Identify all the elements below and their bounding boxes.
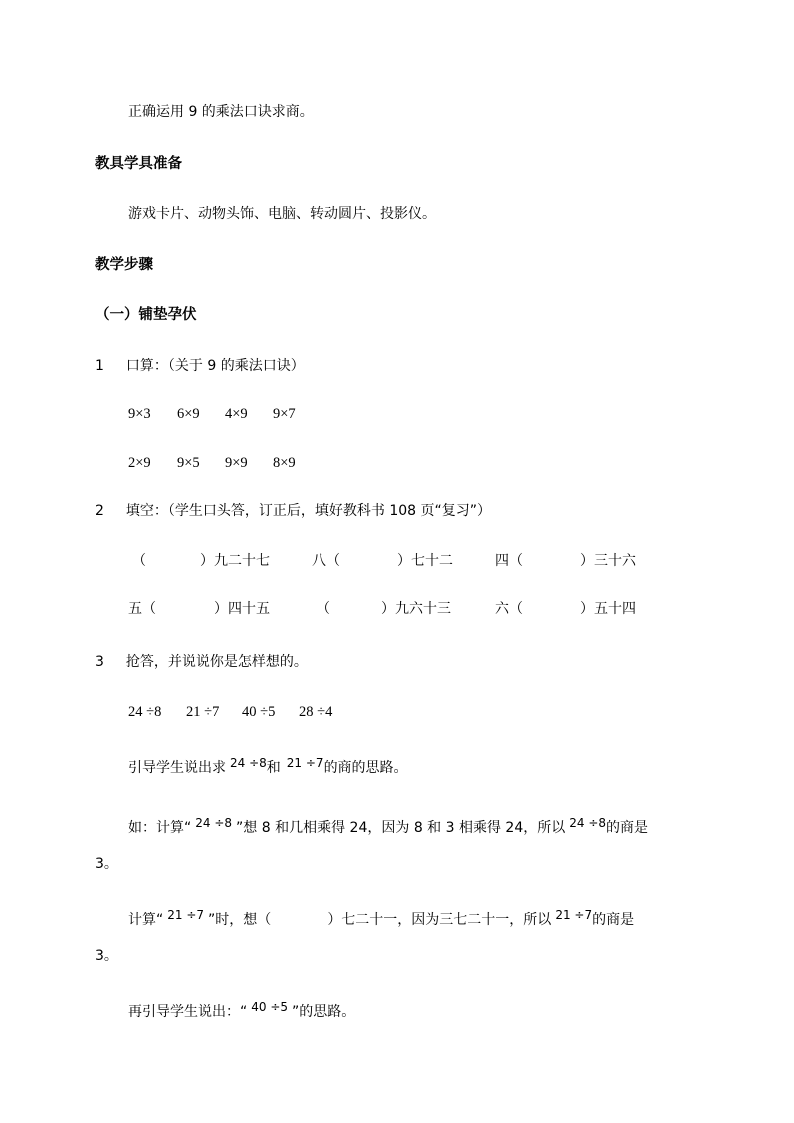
example-text: ”想 8 和几相乘得 24，因为 8 和 3 相乘得 24，所以 (236, 820, 566, 836)
fill-blank-close: ）九六十三 (381, 601, 451, 617)
item-2-text: 填空：（学生口头答，订正后，填好教科书 108 页“复习”） (125, 503, 492, 519)
fill-blank-close: ）五十四 (580, 601, 636, 617)
mental-math-row-1 (0, 404, 794, 424)
fill-blank-close: ）七十二 (397, 553, 453, 569)
fill-blank-open: （ (316, 601, 330, 617)
division-expr: 40 ÷5 (242, 704, 276, 720)
example-text: ）七二十一，因为三七二十一，所以 (327, 912, 552, 928)
inline-expr: 21 ÷7 (286, 756, 324, 770)
guide-line (128, 758, 408, 778)
tools-content: 游戏卡片、动物头饰、电脑、转动圆片、投影仪。 (128, 206, 436, 222)
further-line (128, 1002, 355, 1022)
intro-line: 正确运用 9 的乘法口诀求商。 (128, 104, 314, 120)
mental-math-expr: 8×9 (273, 455, 296, 471)
fill-blank-open: 六（ (495, 601, 523, 617)
mental-math-expr: 2×9 (128, 455, 151, 471)
example-2-wrap: 3。 (95, 948, 118, 964)
inline-expr: 24 ÷8 (230, 756, 267, 770)
example-text: ”时，想（ (208, 912, 272, 928)
inline-expr: 21 ÷7 (555, 908, 593, 922)
guide-text: 的商的思路。 (323, 760, 408, 776)
further-text: 再引导学生说出：“ (128, 1004, 248, 1020)
mental-math-expr: 9×3 (128, 406, 151, 422)
inline-expr: 21 ÷7 (167, 908, 205, 922)
item-2-number: 2 (95, 503, 104, 519)
fill-blank-close: ）三十六 (580, 553, 636, 569)
subsection-title: （一）铺垫孕伏 (95, 307, 197, 323)
item-3-text: 抢答，并说说你是怎样想的。 (125, 654, 308, 670)
inline-expr: 24 ÷8 (195, 816, 233, 830)
fill-blank-close: ）四十五 (214, 601, 270, 617)
mental-math-expr: 4×9 (225, 406, 248, 422)
division-expr: 28 ÷4 (299, 704, 333, 720)
item-3-number: 3 (95, 654, 104, 670)
fill-blank-open: （ (132, 553, 146, 569)
further-text: ”的思路。 (292, 1004, 356, 1020)
division-row (0, 702, 794, 722)
example-text: 的商是 (592, 912, 635, 928)
inline-expr: 40 ÷5 (251, 1000, 289, 1014)
example-text: 计算“ (128, 912, 164, 928)
fill-blank-close: ）九二十七 (200, 553, 270, 569)
mental-math-row-2 (0, 453, 794, 473)
item-1 (95, 356, 305, 376)
mental-math-expr: 6×9 (177, 406, 200, 422)
fill-blank-row-1 (0, 551, 794, 571)
example-1-wrap: 3。 (95, 856, 118, 872)
item-3 (95, 652, 308, 672)
section-title-steps: 教学步骤 (95, 257, 153, 273)
item-2 (95, 501, 491, 521)
item-1-number: 1 (95, 358, 104, 374)
guide-text: 和 (266, 760, 281, 776)
fill-blank-row-2 (0, 599, 794, 619)
example-text: 的商是 (606, 820, 649, 836)
mental-math-expr: 9×7 (273, 406, 296, 422)
fill-blank-open: 五（ (128, 601, 156, 617)
guide-text: 引导学生说出求 (128, 760, 226, 776)
fill-blank-open: 四（ (495, 553, 523, 569)
mental-math-expr: 9×9 (225, 455, 248, 471)
division-expr: 24 ÷8 (128, 704, 162, 720)
mental-math-expr: 9×5 (177, 455, 200, 471)
division-expr: 21 ÷7 (186, 704, 220, 720)
inline-expr: 24 ÷8 (569, 816, 607, 830)
example-2-line (128, 910, 634, 930)
fill-blank-open: 八（ (312, 553, 340, 569)
example-1-line (128, 818, 648, 838)
item-1-text: 口算：（关于 9 的乘法口诀） (125, 358, 305, 374)
section-title-tools: 教具学具准备 (95, 156, 182, 172)
example-text: 如：计算“ (128, 820, 192, 836)
